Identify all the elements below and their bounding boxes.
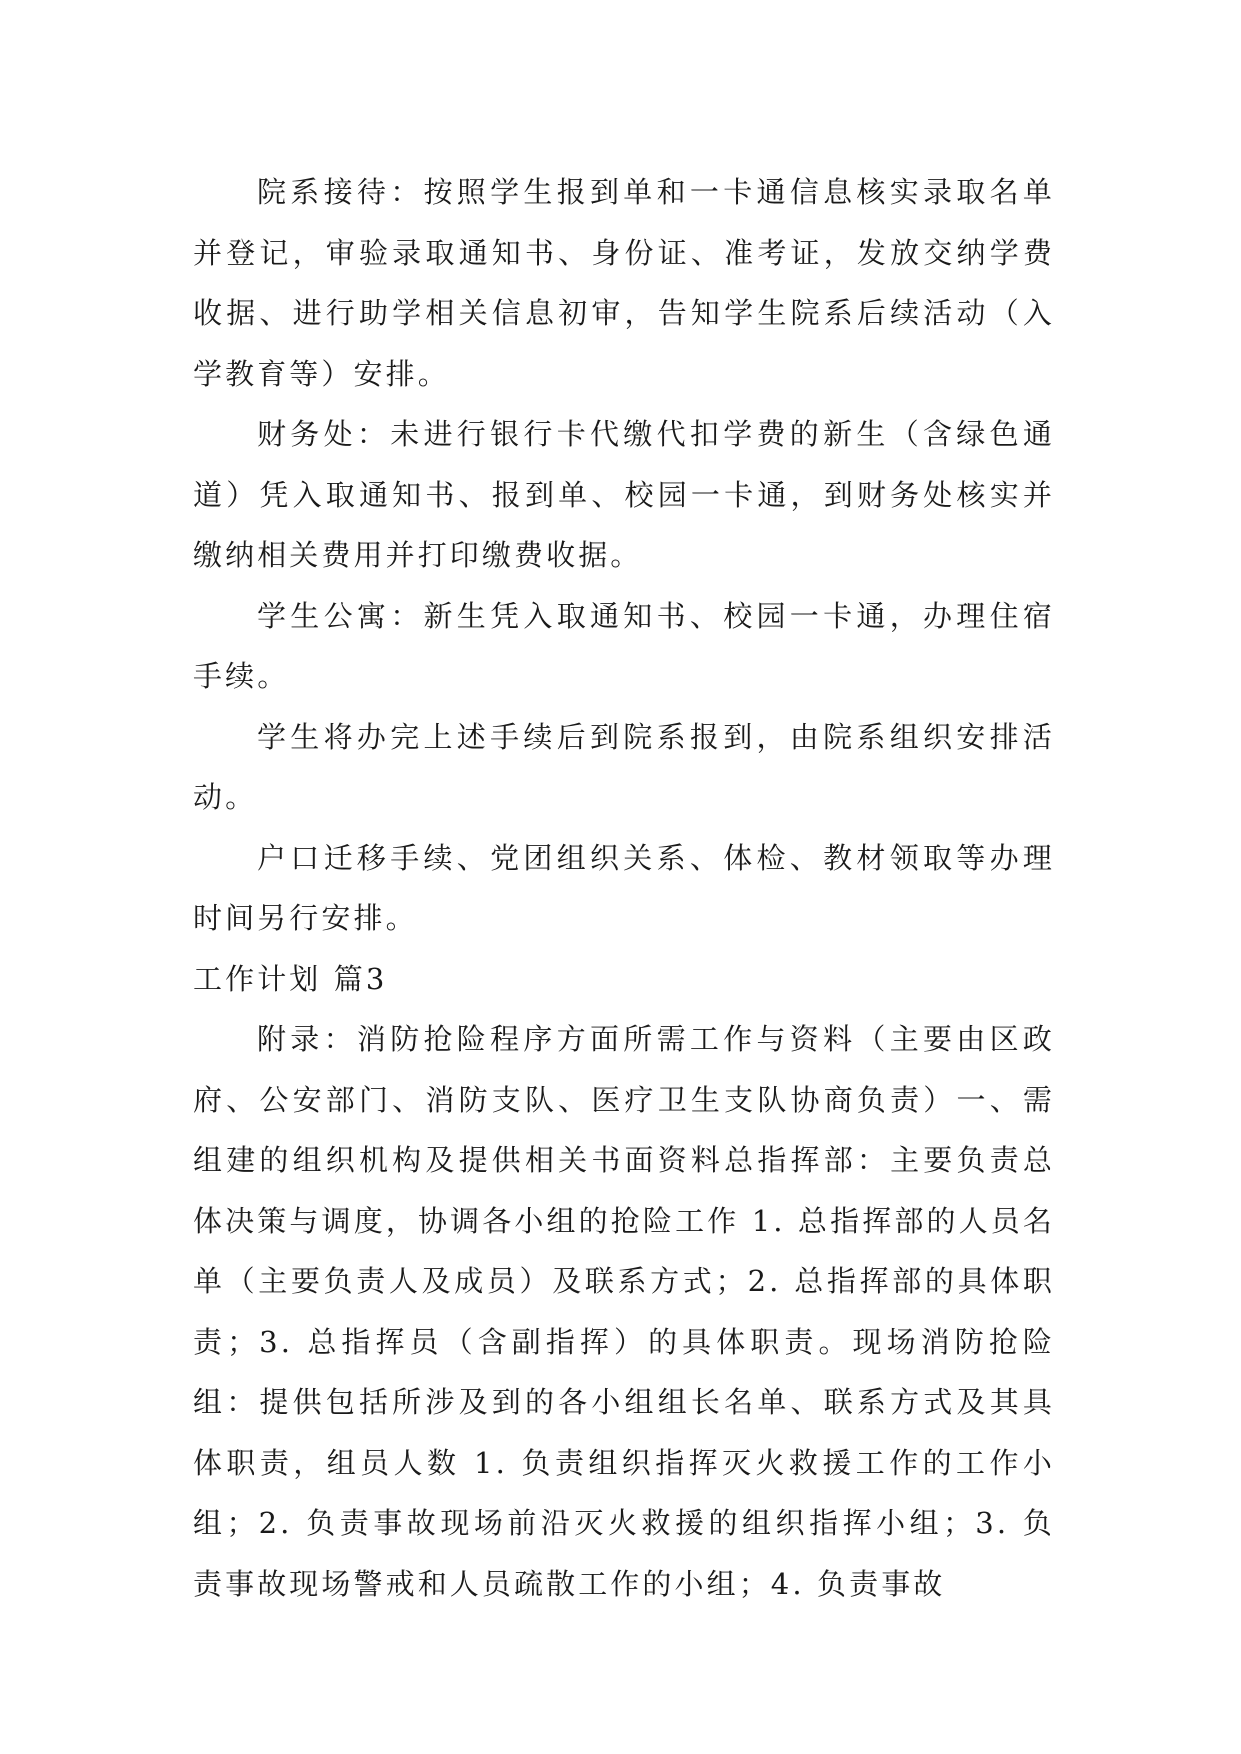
paragraph-student-dormitory: 学生公寓：新生凭入取通知书、校园一卡通，办理住宿手续。 [193,598,1055,693]
paragraph-appendix-fire-rescue: 附录：消防抢险程序方面所需工作与资料（主要由区政府、公安部门、消防支队、医疗卫生支队协商负责）一、需组建的组织机构及提供相关书面资料总指挥部：主要负责总体决策与调度，协调各小组的抢险工作 1. 总指挥部的人员名单（主要负责人及成员）及联系方式；2. 总指挥部的具体职责；3. 总指挥员（含副指挥）的具体职责。现场消防抢险组：提供包括所涉及到的各小组组长名单、联系方式及其具体职责，组员人数 1. 负责组织指挥灭火救援工作的工作小组；2. 负责事故现场前沿灭火救援的组织指挥小组；3. 负责事故现场警戒和人员疏散工作的小组；4. 负责事故 [193,1022,1055,1601]
paragraph-finance-office: 财务处：未进行银行卡代缴代扣学费的新生（含绿色通道）凭入取通知书、报到单、校园一卡通，到财务处核实并缴纳相关费用并打印缴费收据。 [193,417,1055,572]
section-heading: 工作计划 篇3 [193,961,388,996]
paragraph-report-to-department: 学生将办完上述手续后到院系报到，由院系组织安排活动。 [193,719,1055,814]
paragraph-other-procedures: 户口迁移手续、党团组织关系、体检、教材领取等办理时间另行安排。 [193,840,1055,935]
paragraph-department-reception: 院系接待：按照学生报到单和一卡通信息核实录取名单并登记，审验录取通知书、身份证、准考证，发放交纳学费收据、进行助学相关信息初审，告知学生院系后续活动（入学教育等）安排。 [193,175,1055,391]
document-page [193,162,1055,1614]
